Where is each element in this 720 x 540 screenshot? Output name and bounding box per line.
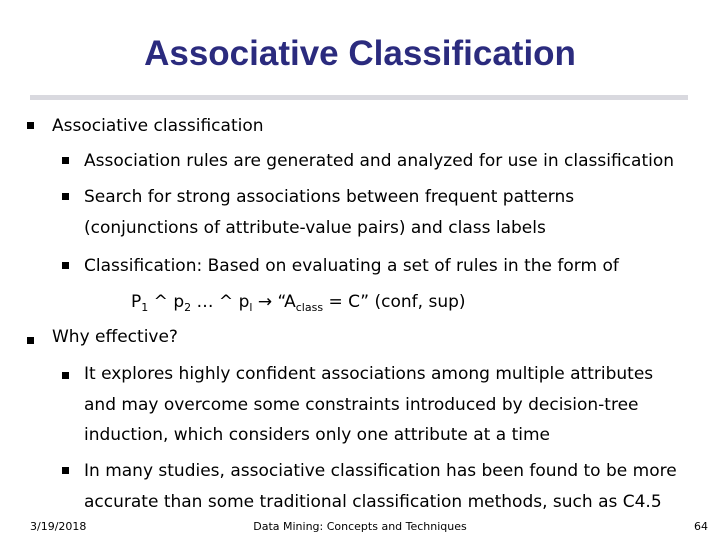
slide-title: Associative Classification: [144, 34, 576, 73]
sub-bullet-rules-generated: Association rules are generated and analyzed for use in classification: [84, 151, 675, 171]
arrow-icon: →: [257, 292, 273, 312]
bullet-why-effective: Why effective?: [52, 327, 178, 347]
title-divider: [30, 95, 688, 100]
sub-bullet-explores-line-1: It explores highly confident associations among multiple attributes: [84, 364, 654, 384]
sub-bullet-explores-line-3: induction, which considers only one attribute at a time: [84, 425, 550, 445]
bullet-marker: [27, 337, 34, 344]
sub-bullet-marker: [62, 372, 69, 379]
bullet-marker: [27, 122, 34, 129]
sub-bullet-marker: [62, 262, 69, 269]
sub-bullet-explores-line-2: and may overcome some constraints introduced by decision-tree: [84, 395, 639, 415]
sub-bullet-studies-line-1: In many studies, associative classification has been found to be more: [84, 461, 677, 481]
sub-bullet-search-line-2: (conjunctions of attribute-value pairs) and class labels: [84, 218, 546, 238]
sub-bullet-classification-rules: Classification: Based on evaluating a set of rules in the form of: [84, 256, 619, 276]
rule-formula: $P_1$ ^ $p_2$ … ^ $p_l$ → “$A_{class} = C$” (conf, sup): [131, 292, 466, 314]
sub-bullet-studies-line-2: accurate than some traditional classification methods, such as C4.5: [84, 492, 662, 512]
footer-date: 3/19/2018: [30, 520, 87, 533]
footer-title: Data Mining: Concepts and Techniques: [253, 520, 467, 533]
sub-bullet-marker: [62, 467, 69, 474]
sub-bullet-marker: [62, 193, 69, 200]
footer-page-number: 64: [694, 520, 708, 533]
bullet-associative-classification: Associative classification: [52, 116, 264, 136]
sub-bullet-marker: [62, 157, 69, 164]
sub-bullet-search-line-1: Search for strong associations between frequent patterns: [84, 187, 575, 207]
